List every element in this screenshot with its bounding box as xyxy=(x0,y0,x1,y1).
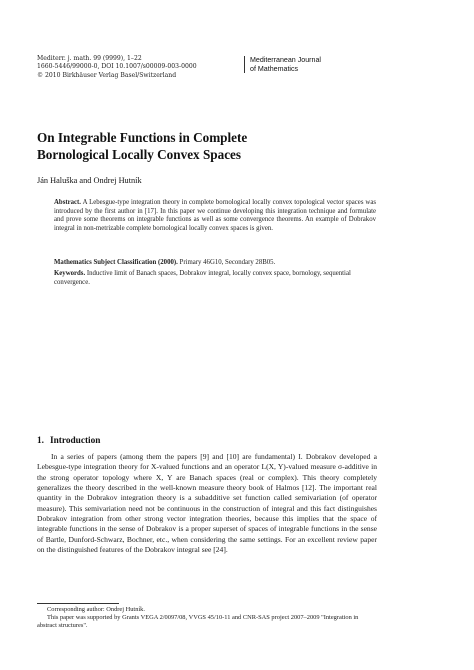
introduction-paragraph: In a series of papers (among them the papers [9] and [10] are fundamental) I. Dobrakov developed a Lebesgue-type integration theory for X-valued functions and an operator L(X, Y)-valued measure σ-additive in the strong operator topology where X, Y are Banach spaces (real or complex). This theory completely generalizes the theory described in the well-known measure theory book of Halmos [12]. The important real quantity in the Dobrakov integration theory is a subadditive set function called semivariation (of operator measure). This semivariation need not be continuous in the construction of integral and this fact distinguishes Dobrakov integration from other strong vector integration theories, because this implies that the space of integrable functions in the sense of Dobrakov is a proper superset of spaces of integrable functions in the sense of Bartle, Dunford-Schwarz, Bochner, etc., when considering the same settings. For an excellent review paper on the distinguished features of the Dobrakov integral see [24]. xyxy=(37,452,377,555)
footnote-divider xyxy=(37,603,119,604)
journal-name-box xyxy=(244,56,349,73)
paper-title xyxy=(37,130,337,163)
meta-copyright: © 2010 Birkhäuser Verlag Basel/Switzerland xyxy=(37,71,177,79)
footnote-corresponding-author: Corresponding author: Ondrej Hutník. xyxy=(47,606,145,613)
subject-classification xyxy=(54,259,376,268)
paper-authors: Ján Haluška and Ondrej Hutník xyxy=(37,176,142,185)
journal-metadata xyxy=(37,55,247,80)
footnotes xyxy=(37,606,377,630)
keywords-text: Inductive limit of Banach spaces, Dobrakov integral, locally convex space, bornology, sequential convergence. xyxy=(54,270,351,286)
title-line1: On Integrable Functions in Complete xyxy=(37,130,248,145)
section-heading-introduction xyxy=(37,436,106,446)
title-line2: Bornological Locally Convex Spaces xyxy=(37,146,242,162)
journal-name-line1: Mediterranean Journal xyxy=(250,56,321,64)
keywords-label: Keywords. xyxy=(54,270,86,277)
msc-label: Mathematics Subject Classification (2000). xyxy=(54,259,178,266)
section-title: Introduction xyxy=(49,436,101,446)
abstract xyxy=(54,199,376,233)
abstract-text: A Lebesgue-type integration theory in complete bornological locally convex topological vector spaces was introduced by the first author in [17]. In this paper we continue developing this integration technique and formulate and prove some theorems on integrable functions as well as some convergence theorems. An example of Dobrakov integral in non-metrizable complete bornological locally convex spaces is given. xyxy=(54,199,376,232)
meta-citation: Mediterr. j. math. 99 (9999), 1–22 xyxy=(37,55,142,62)
section-number: 1. xyxy=(37,436,44,446)
msc-text: Primary 46G10, Secondary 28B05. xyxy=(179,259,276,266)
journal-name-line2: of Mathematics xyxy=(250,64,299,73)
keywords xyxy=(54,270,376,287)
footnote-funding: This paper was supported by Grants VEGA 2/0097/08, VVGS 45/10-11 and CNR-SAS project 2007–2009 "Integration in abstract structures". xyxy=(37,614,359,630)
meta-doi: 1660-5446/99000-0, DOI 10.1007/s00009-003-0000 xyxy=(37,63,197,71)
abstract-label: Abstract. xyxy=(54,199,81,206)
